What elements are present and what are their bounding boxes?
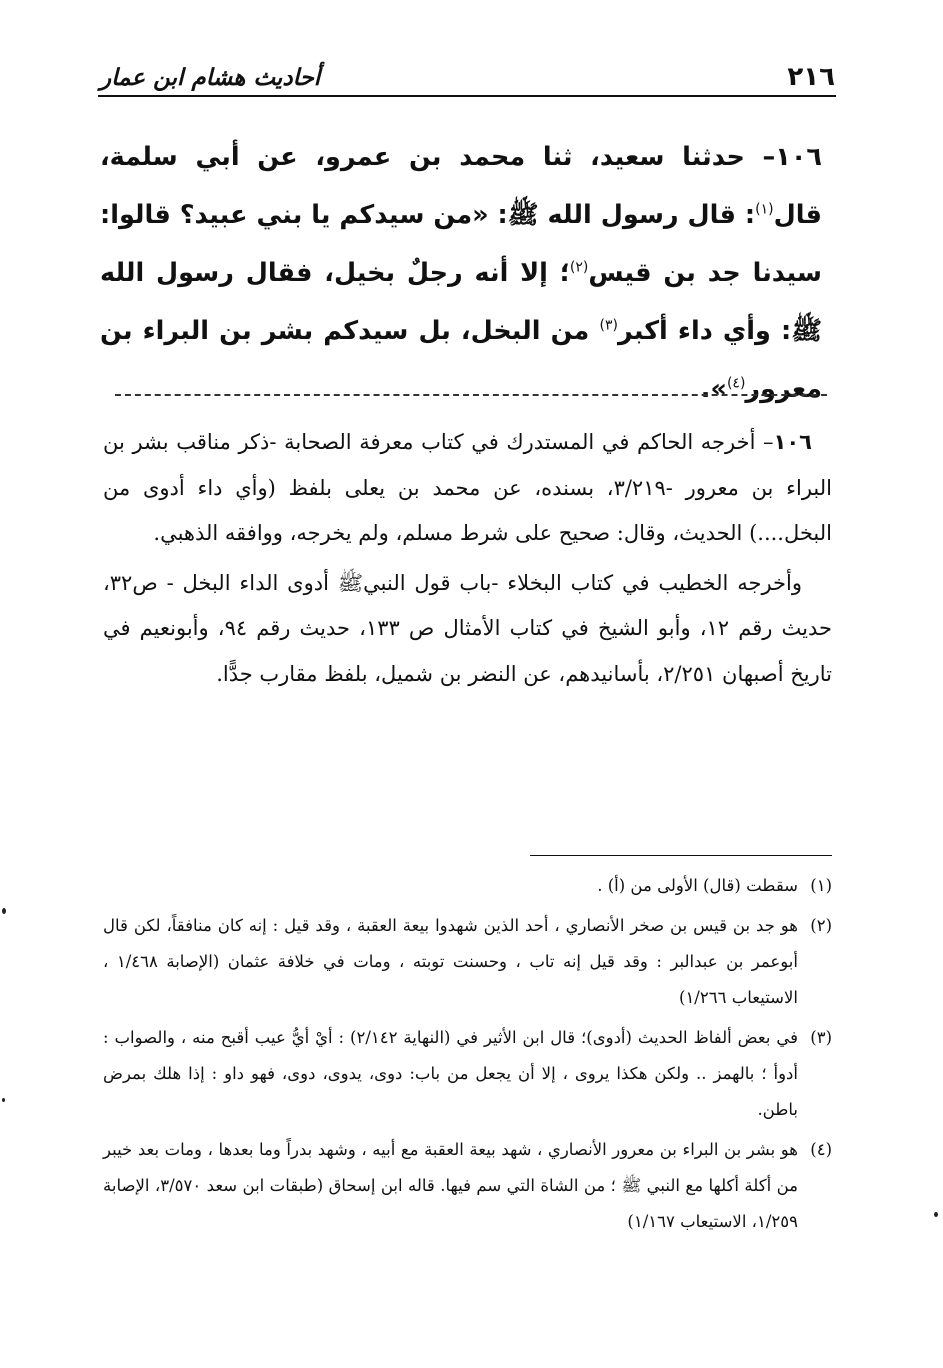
footnote-text: هو جد بن قيس بن صخر الأنصاري ، أحد الذين شهدوا بيعة العقبة ، وقد قيل : إنه كان منافقاً، لكن قال أبوعمر بن عبدالبر : وقد قيل إنه تاب ، وحسنت توبته ، ومات في خلافة عثمان (الإصابة ١/٤٦٨ ، الاستيعاب ١/٢٦٦) — [103, 916, 798, 1007]
footnote-text: في بعض ألفاظ الحديث (أدوى)؛ قال ابن الأثير في (النهاية ٢/١٤٢) : أيْ أيُّ عيب أقبح منه ، والصواب : أدوأ ؛ بالهمز .. ولكن هكذا يروى ، إلا أن يجعل من باب: دوى، يدوى، دوى، فهو داو : إذا هلك بمرض باطن. — [103, 1028, 798, 1119]
header-rule — [98, 95, 836, 97]
hadith-text-part-5: ». — [700, 374, 727, 404]
footnote-ref-4[interactable]: (٤) — [726, 375, 746, 392]
commentary-text-1: – أخرجه الحاكم في المستدرك في كتاب معرفة الصحابة -ذكر مناقب بشر بن البراء بن معرور -٣/٢١٩، بسنده، عن محمد بن يعلى بلفظ (وأي داء أدوى من البخل....) الحديث، وقال: صحيح على شرط مسلم، ولم يخرجه، ووافقه الذهبي. — [103, 430, 832, 545]
commentary-paragraph-2: وأخرجه الخطيب في كتاب البخلاء -باب قول النبيﷺ أدوى الداء البخل - ص٣٢، حديث رقم ١٢، وأبو الشيخ في كتاب الأمثال ص ١٣٣، حديث رقم ٩٤، وأبونعيم في تاريخ أصبهان ٢/٢٥١، بأسانيدهم، عن النضر بن شميل، بلفظ مقارب جدًّا. — [103, 570, 832, 686]
footnote-2 — [103, 908, 832, 1016]
footnote-mark: (٢) — [810, 916, 832, 935]
running-title: أحاديث هشام ابن عمار — [100, 65, 321, 91]
hadith-text-part-3: ؛ إلا أنه رجلٌ بخيل، فقال رسول الله ﷺ: وأي داء أكبر — [100, 258, 823, 346]
commentary — [103, 420, 832, 701]
scan-speck — [2, 1098, 5, 1102]
footnote-ref-2[interactable]: (٢) — [569, 259, 589, 276]
dashed-separator — [115, 394, 827, 396]
hadith-text — [100, 128, 822, 418]
commentary-paragraph-1 — [103, 420, 832, 557]
hadith-number: ١٠٦ — [775, 142, 822, 172]
footnote-ref-1[interactable]: (١) — [755, 201, 774, 218]
commentary-number: ١٠٦ — [773, 430, 812, 454]
footnote-mark: (٤) — [810, 1140, 832, 1159]
page-header — [100, 52, 835, 90]
scan-speck — [934, 1212, 938, 1217]
footnote-rule — [530, 855, 832, 856]
hadith-text-part-1: – حدثنا سعيد، ثنا محمد بن عمرو، عن أبي سلمة، قال — [100, 142, 822, 230]
scan-speck — [2, 908, 6, 914]
footnotes — [103, 868, 832, 1244]
footnote-ref-3[interactable]: (٣) — [599, 317, 618, 334]
footnote-4 — [103, 1132, 832, 1240]
footnote-mark: (١) — [810, 876, 832, 895]
hadith-text-part-2: : قال رسول الله ﷺ: «من سيدكم يا بني عبيد؟ قالوا: سيدنا جد بن قيس — [100, 200, 822, 288]
footnote-text: سقطت (قال) الأولى من (أ) . — [597, 876, 798, 895]
page-number: ٢١٦ — [787, 62, 835, 92]
hadith-text-part-4: من البخل، بل سيدكم بشر بن البراء بن معرور — [100, 316, 822, 404]
footnote-3 — [103, 1020, 832, 1128]
footnote-1 — [103, 868, 832, 904]
footnote-mark: (٣) — [810, 1028, 832, 1047]
footnote-text: هو بشر بن البراء بن معرور الأنصاري ، شهد بيعة العقبة مع أبيه ، وشهد بدراً وما بعدها ، ومات بعد خيبر من أكلة أكلها مع النبي ﷺ ؛ من الشاة التي سم فيها. قاله ابن إسحاق (طبقات ابن سعد ٣/٥٧٠، الإصابة ١/٢٥٩، الاستيعاب ١/١٦٧) — [103, 1140, 798, 1231]
